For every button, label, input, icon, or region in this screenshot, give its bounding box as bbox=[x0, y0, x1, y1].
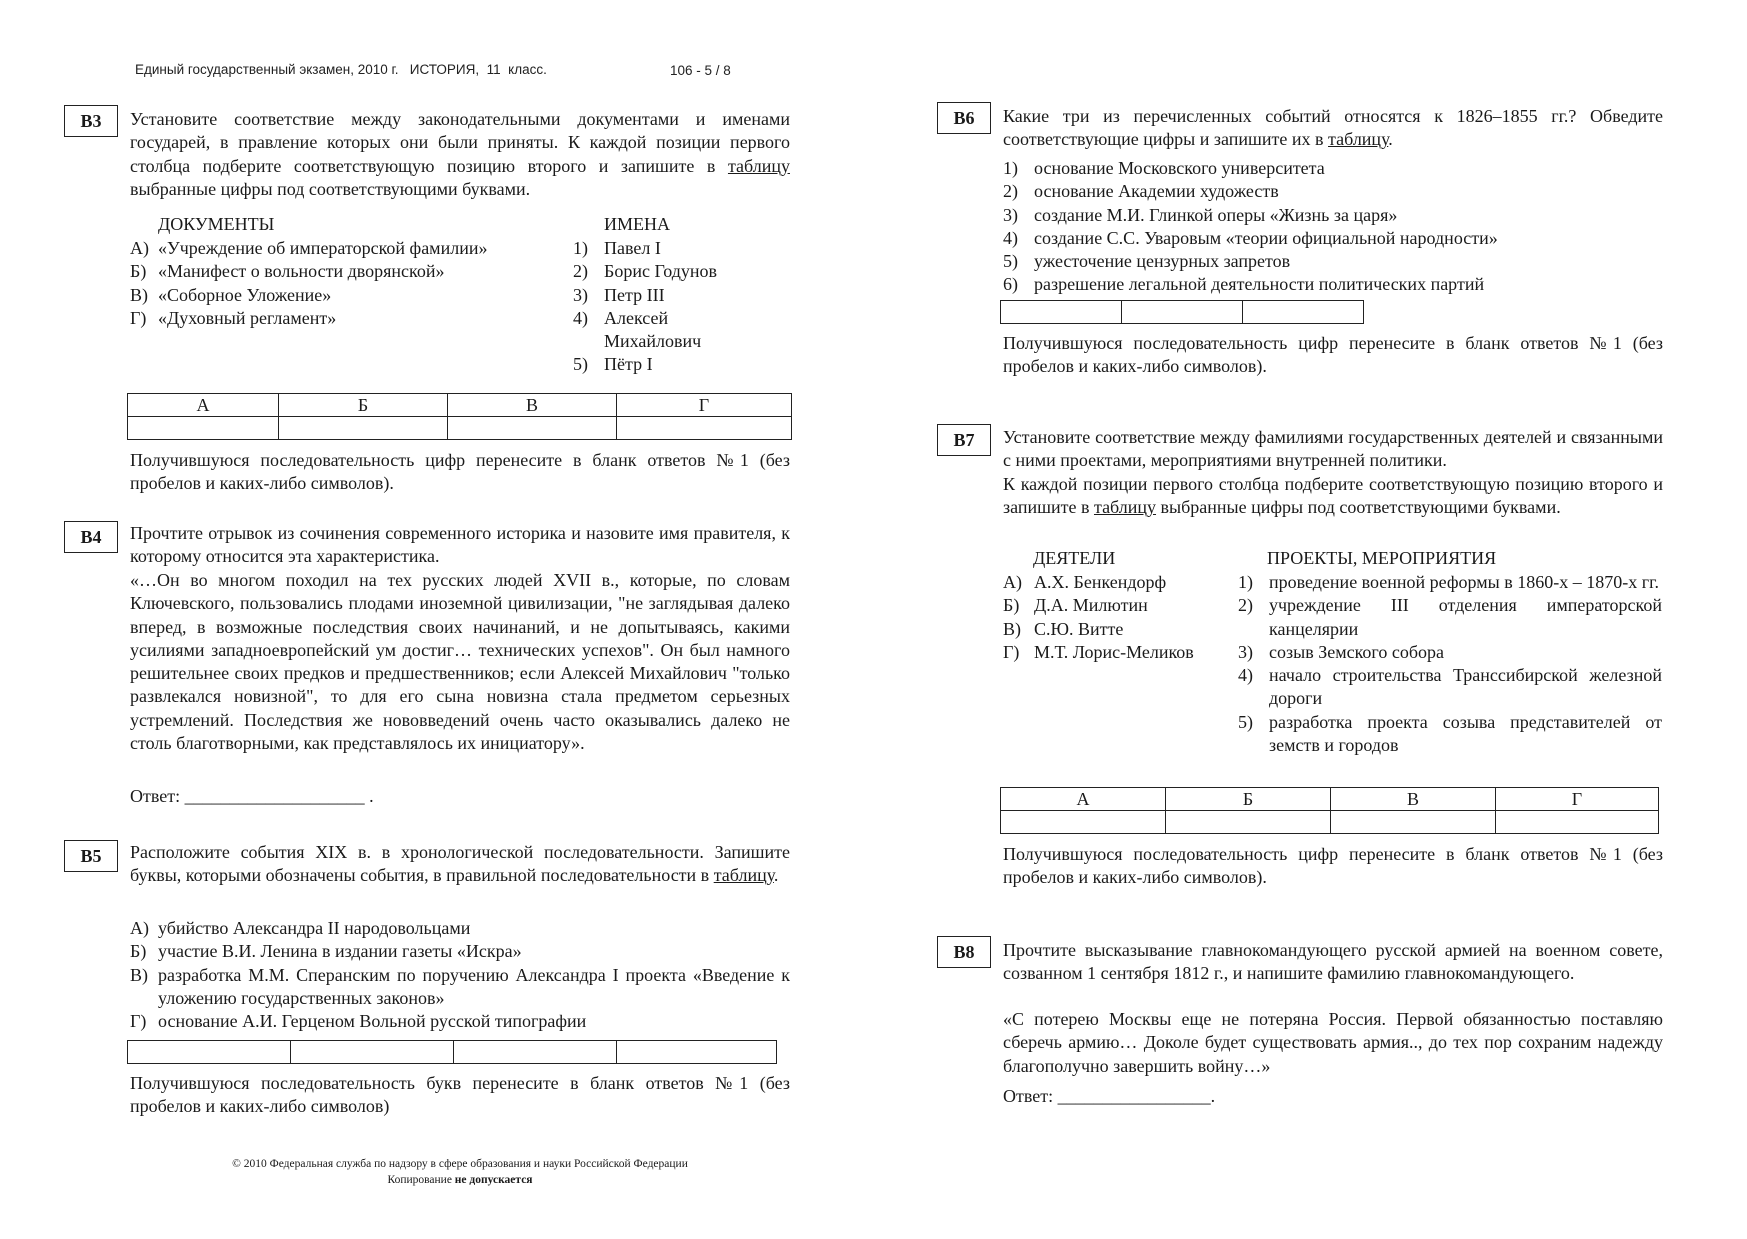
item-marker: 6) bbox=[1003, 274, 1018, 295]
item-text: разработка проекта созыва представителей от земств и городов bbox=[1269, 711, 1662, 756]
b3-text: Установите соответствие между законодательными документами и именами государей, в правление которых они были приняты. К каждой позиции первого столбца подберите соответствующую позицию второго и запишите в bbox=[130, 109, 790, 176]
b8-answer-field[interactable]: Ответ: _________________. bbox=[1003, 1086, 1216, 1106]
list-item bbox=[1003, 204, 1663, 227]
answer-cell[interactable] bbox=[1243, 301, 1364, 324]
item-marker: В) bbox=[130, 964, 148, 985]
answer-cell[interactable] bbox=[1001, 811, 1166, 834]
b6-text: Какие три из перечисленных событий относятся к 1826–1855 гг.? Обведите соответствующие цифры и запишите их в bbox=[1003, 106, 1663, 150]
b8-quote: «С потерею Москвы еще не потеряна Россия. Первой обязанностью поставляю сберечь армию… Доколе будет существовать армия.., до тех пор сохраним надежду благополучно завершить войну…» bbox=[1003, 1009, 1663, 1076]
b3-documents-list bbox=[130, 237, 570, 330]
b5-events-list bbox=[130, 917, 790, 1033]
b4-quote: «…Он во многом походил на тех русских людей XVII в., которые, по словам Ключевского, пользовались плодами иноземной цивилизации, "не заглядывая далеко вперед, в возможные последствия своих начинаний, и не допытываясь, какими усилиями западноевропейский ум достиг… технических успехов". Он был намного решительнее своих предков и предшественников; если Алексей Михайлович "только развлекался новизной", то для его сына новизна стала предметом серьезных устремлений. Последствия же нововведений очень часто оказывались далеко не столь благотворными, как представлялось их инициатору». bbox=[130, 570, 790, 754]
answer-cell[interactable] bbox=[279, 417, 448, 440]
answer-cell[interactable] bbox=[128, 417, 279, 440]
list-item bbox=[1003, 571, 1233, 594]
footer-copying-bold: не допускается bbox=[454, 1174, 533, 1186]
table-header: Б bbox=[279, 394, 448, 417]
task-label-b7: B7 bbox=[937, 424, 991, 456]
b3-transfer-note: Получившуюся последовательность цифр перенесите в бланк ответов №1 (без пробелов и каких-либо символов). bbox=[130, 450, 790, 494]
b6-instructions bbox=[1003, 105, 1663, 152]
item-text: убийство Александра II народовольцами bbox=[158, 918, 471, 938]
b4-instructions: Прочтите отрывок из сочинения современного историка и назовите имя правителя, к которому относится эта характеристика. bbox=[130, 523, 790, 567]
task-label-b6: B6 bbox=[937, 102, 991, 134]
list-item bbox=[1003, 180, 1663, 203]
item-text: разрешение легальной деятельности политических партий bbox=[1034, 274, 1485, 295]
footer-copyright: © 2010 Федеральная служба по надзору в сфере образования и науки Российской Федерации bbox=[232, 1158, 688, 1170]
answer-cell[interactable] bbox=[454, 1041, 617, 1064]
item-marker: Г) bbox=[130, 307, 147, 328]
b7-answer-table bbox=[1000, 787, 1659, 834]
footer-copying-text: Копирование bbox=[387, 1174, 455, 1186]
item-marker: 2) bbox=[1238, 595, 1253, 616]
b3-names-heading: ИМЕНА bbox=[604, 214, 670, 234]
b7-projects-list bbox=[1238, 571, 1662, 757]
b7-figures-heading: ДЕЯТЕЛИ bbox=[1033, 548, 1116, 568]
item-marker: 5) bbox=[1003, 251, 1018, 272]
b5-instructions bbox=[130, 841, 790, 888]
item-text: разработка М.М. Сперанским по поручению Александра I проекта «Введение к уложению государственных законов» bbox=[158, 964, 790, 1008]
list-item bbox=[573, 353, 723, 376]
item-marker: Г) bbox=[130, 1011, 147, 1032]
b7-instructions-2 bbox=[1003, 473, 1663, 520]
answer-cell[interactable] bbox=[617, 417, 792, 440]
item-text: основание Академии художеств bbox=[1034, 181, 1279, 202]
item-text: Д.А. Милютин bbox=[1034, 595, 1148, 616]
footer-copying bbox=[130, 1172, 790, 1188]
b5-answer-table bbox=[127, 1040, 777, 1064]
answer-cell[interactable] bbox=[128, 1041, 291, 1064]
item-text: создание М.И. Глинкой оперы «Жизнь за царя» bbox=[1034, 204, 1398, 225]
b5-table-link[interactable]: таблицу bbox=[713, 865, 774, 886]
item-marker: 4) bbox=[1003, 227, 1018, 248]
b6-table-link[interactable]: таблицу bbox=[1328, 129, 1389, 150]
list-item bbox=[573, 260, 723, 283]
item-marker: В) bbox=[1003, 618, 1021, 639]
answer-cell[interactable] bbox=[1496, 811, 1659, 834]
item-marker: 2) bbox=[1003, 181, 1018, 202]
item-marker: А) bbox=[130, 918, 149, 938]
page-number: 106 - 5 / 8 bbox=[670, 63, 731, 78]
b7-text-end: выбранные цифры под соответствующими буквами. bbox=[1156, 497, 1561, 518]
item-marker: А) bbox=[1003, 572, 1022, 592]
b7-table-link[interactable]: таблицу bbox=[1093, 497, 1157, 518]
b3-names-list bbox=[573, 237, 723, 377]
b3-table-link[interactable]: таблицу bbox=[727, 155, 790, 176]
item-marker: 2) bbox=[573, 261, 588, 282]
table-header: Б bbox=[1166, 788, 1331, 811]
b8-instructions: Прочтите высказывание главнокомандующего русской армией на военном совете, созванном 1 сентября 1812 г., и напишите фамилию главнокомандующего. bbox=[1003, 940, 1663, 984]
list-item bbox=[1003, 641, 1233, 664]
item-text: проведение военной реформы в 1860-х – 1870-х гг. bbox=[1269, 572, 1659, 592]
list-item bbox=[1003, 594, 1233, 617]
item-marker: 1) bbox=[1238, 572, 1253, 592]
list-item bbox=[130, 284, 570, 307]
item-marker: 1) bbox=[573, 238, 588, 258]
b5-text-end: . bbox=[773, 865, 779, 886]
task-label-b4: B4 bbox=[64, 521, 118, 553]
item-marker: Б) bbox=[130, 261, 147, 282]
exam-header-title: Единый государственный экзамен, 2010 г. ИСТОРИЯ, 11 класс. bbox=[135, 62, 547, 77]
item-text: Борис Годунов bbox=[604, 261, 718, 282]
table-header: В bbox=[1331, 788, 1496, 811]
item-text: созыв Земского собора bbox=[1269, 641, 1444, 662]
answer-cell[interactable] bbox=[448, 417, 617, 440]
b5-transfer-note: Получившуюся последовательность букв перенесите в бланк ответов №1 (без пробелов и каких-либо символов) bbox=[130, 1073, 790, 1117]
list-item bbox=[130, 940, 790, 963]
answer-cell[interactable] bbox=[1331, 811, 1496, 834]
item-marker: 3) bbox=[1003, 204, 1018, 225]
item-marker: 4) bbox=[1238, 665, 1253, 686]
answer-cell[interactable] bbox=[1166, 811, 1331, 834]
list-item bbox=[1238, 664, 1662, 711]
b5-text: Расположите события XIX в. в хронологической последовательности. Запишите буквы, которыми обозначены события, в правильной последовательности в bbox=[130, 842, 790, 886]
item-marker: 5) bbox=[1238, 711, 1253, 732]
list-item bbox=[573, 237, 723, 260]
list-item bbox=[1003, 250, 1663, 273]
item-text: участие В.И. Ленина в издании газеты «Искра» bbox=[158, 941, 522, 962]
table-header: В bbox=[448, 394, 617, 417]
item-text: учреждение III отделения императорской канцелярии bbox=[1269, 595, 1662, 639]
b6-events-list bbox=[1003, 157, 1663, 297]
item-text: С.Ю. Витте bbox=[1034, 618, 1124, 639]
item-marker: Б) bbox=[1003, 595, 1020, 616]
item-text: Павел I bbox=[604, 238, 661, 258]
item-marker: 1) bbox=[1003, 158, 1018, 178]
list-item bbox=[130, 1010, 790, 1033]
table-header: А bbox=[128, 394, 279, 417]
b3-text-end: выбранные цифры под соответствующими буквами. bbox=[130, 178, 531, 199]
table-header: Г bbox=[1496, 788, 1659, 811]
b6-transfer-note: Получившуюся последовательность цифр перенесите в бланк ответов №1 (без пробелов и каких-либо символов). bbox=[1003, 333, 1663, 377]
table-header: А bbox=[1001, 788, 1166, 811]
list-item bbox=[1003, 227, 1663, 250]
task-label-b3: B3 bbox=[64, 105, 118, 137]
item-marker: Г) bbox=[1003, 641, 1020, 662]
b7-text: К каждой позиции первого столбца подберите соответствующую позицию второго и запишите в bbox=[1003, 474, 1663, 518]
task-label-b8: B8 bbox=[937, 936, 991, 968]
table-header: Г bbox=[617, 394, 792, 417]
b6-text-end: . bbox=[1388, 129, 1393, 150]
b7-transfer-note: Получившуюся последовательность цифр перенесите в бланк ответов №1 (без пробелов и каких-либо символов). bbox=[1003, 844, 1663, 888]
list-item bbox=[573, 284, 723, 307]
item-marker: Б) bbox=[130, 941, 147, 962]
item-text: создание С.С. Уваровым «теории официальной народности» bbox=[1034, 227, 1498, 248]
b7-instructions: Установите соответствие между фамилиями государственных деятелей и связанными с ними проектами, мероприятиями внутренней политики. bbox=[1003, 427, 1663, 471]
list-item bbox=[1003, 618, 1233, 641]
b3-answer-table bbox=[127, 393, 792, 440]
answer-cell[interactable] bbox=[1001, 301, 1122, 324]
item-marker: А) bbox=[130, 238, 149, 258]
item-marker: В) bbox=[130, 284, 148, 305]
item-text: «Духовный регламент» bbox=[158, 307, 337, 328]
b7-projects-heading: ПРОЕКТЫ, МЕРОПРИЯТИЯ bbox=[1267, 548, 1497, 568]
list-item bbox=[1238, 571, 1662, 594]
item-text: «Учреждение об императорской фамилии» bbox=[158, 238, 488, 258]
b4-answer-field[interactable]: Ответ: ____________________ . bbox=[130, 786, 374, 806]
item-text: Алексей Михайлович bbox=[604, 307, 702, 352]
list-item bbox=[130, 237, 570, 260]
list-item bbox=[130, 917, 790, 940]
list-item bbox=[130, 260, 570, 283]
item-text: ужесточение цензурных запретов bbox=[1034, 251, 1291, 272]
item-marker: 3) bbox=[1238, 641, 1253, 662]
item-text: Пётр I bbox=[604, 354, 653, 375]
item-text: начало строительства Транссибирской железной дороги bbox=[1269, 665, 1662, 709]
item-text: основание А.И. Герценом Вольной русской типографии bbox=[158, 1011, 587, 1032]
list-item bbox=[130, 964, 790, 1011]
answer-cell[interactable] bbox=[617, 1041, 777, 1064]
b7-figures-list bbox=[1003, 571, 1233, 664]
list-item bbox=[1003, 157, 1663, 180]
b6-answer-table bbox=[1000, 300, 1364, 324]
list-item bbox=[1003, 273, 1663, 296]
item-text: основание Московского университета bbox=[1034, 158, 1325, 178]
item-text: «Соборное Уложение» bbox=[158, 284, 332, 305]
item-marker: 3) bbox=[573, 284, 588, 305]
list-item bbox=[1238, 594, 1662, 641]
item-marker: 4) bbox=[573, 307, 588, 328]
answer-cell[interactable] bbox=[291, 1041, 454, 1064]
answer-cell[interactable] bbox=[1122, 301, 1243, 324]
b3-documents-heading: ДОКУМЕНТЫ bbox=[158, 214, 275, 234]
list-item bbox=[1238, 641, 1662, 664]
item-text: М.Т. Лорис-Меликов bbox=[1034, 641, 1194, 662]
item-text: «Манифест о вольности дворянской» bbox=[158, 261, 445, 282]
item-text: Петр III bbox=[604, 284, 665, 305]
list-item bbox=[573, 307, 723, 354]
b3-instructions bbox=[130, 108, 790, 201]
task-label-b5: B5 bbox=[64, 840, 118, 872]
list-item bbox=[1238, 711, 1662, 758]
item-text: А.Х. Бенкендорф bbox=[1034, 572, 1167, 592]
item-marker: 5) bbox=[573, 354, 588, 375]
list-item bbox=[130, 307, 570, 330]
